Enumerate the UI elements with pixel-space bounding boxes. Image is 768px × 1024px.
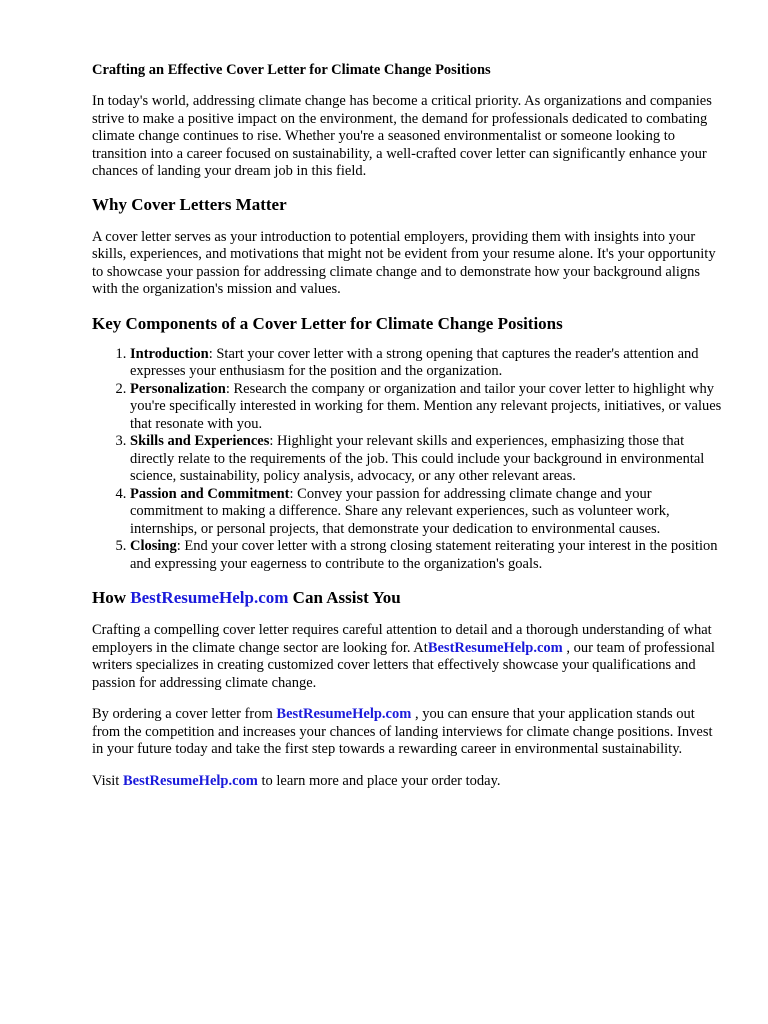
list-item-term: Introduction: [130, 345, 209, 362]
heading-site-link[interactable]: BestResumeHelp.com: [130, 588, 289, 607]
why-heading: Why Cover Letters Matter: [92, 194, 287, 214]
paragraph-2-site-link[interactable]: BestResumeHelp.com: [276, 706, 412, 722]
how-heading-pre: How: [92, 588, 131, 607]
visit-paragraph: [92, 773, 722, 791]
components-heading: Key Components of a Cover Letter for Climate Change Positions: [92, 313, 563, 333]
how-p1-pre: Crafting a compelling cover letter requires careful attention to detail and a thorough understanding of what employers in the climate change sector are looking for. At: [92, 622, 712, 656]
how-p2-post: , you can ensure that your application stands out from the competition and increases your chances of landing interviews for climate change positions. Invest in your future today and take the first step towards a rewarding career in environmental sustainability.: [92, 706, 713, 757]
list-item: [130, 433, 722, 486]
list-item-text: : Highlight your relevant skills and experiences, emphasizing those that directly relate to the requirements of the job. This could include your background in environmental science, sustainability, policy analysis, advocacy, or any other relevant areas.: [130, 433, 705, 484]
list-item-text: : End your cover letter with a strong closing statement reiterating your interest in the position and expressing your eagerness to contribute to the organization's goals.: [130, 538, 718, 572]
list-item-term: Skills and Experiences: [130, 433, 270, 449]
list-item-text: : Research the company or organization and tailor your cover letter to highlight why you're specifically interested in working for them. Mention any relevant projects, initiatives, or values that resonate with you.: [130, 380, 722, 432]
list-item: [130, 346, 722, 381]
list-item-text: : Start your cover letter with a strong opening that captures the reader's attention and expresses your enthusiasm for the position and the organization.: [130, 345, 699, 379]
list-item-term: Personalization: [130, 380, 226, 397]
how-heading: [92, 587, 722, 609]
list-item-term: Passion and Commitment: [130, 485, 290, 502]
components-list: [92, 346, 722, 574]
list-item-term: Closing: [130, 538, 177, 554]
why-paragraph: A cover letter serves as your introduction to potential employers, providing them with insights into your skills, experiences, and motivations that might not be evident from your resume alone. It's your opportunity to showcase your passion for addressing climate change and to demonstrate how your background aligns with the organization's mission and values.: [92, 228, 716, 297]
visit-site-link[interactable]: BestResumeHelp.com: [122, 772, 258, 789]
visit-post: to learn more and place your order today.: [257, 772, 501, 789]
paragraph-1-site-link[interactable]: BestResumeHelp.com: [427, 639, 563, 656]
list-item: [130, 486, 722, 539]
list-item: [130, 381, 722, 434]
how-p2-pre: By ordering a cover letter from: [92, 706, 277, 722]
list-item: [130, 538, 722, 573]
list-item-text: : Convey your passion for addressing climate change and your commitment to making a difference. Share any relevant experiences, such as volunteer work, internships, or personal projects, that demonstrate your dedication to environmental causes.: [130, 485, 670, 537]
document-title: Crafting an Effective Cover Letter for Climate Change Positions: [92, 62, 491, 78]
how-heading-post: Can Assist You: [288, 588, 401, 607]
visit-pre: Visit: [92, 772, 123, 789]
how-paragraph-1: [92, 622, 722, 692]
how-p1-post: , our team of professional writers specializes in creating customized cover letters that effectively showcase your qualifications and passion for addressing climate change.: [92, 639, 715, 691]
how-paragraph-2: [92, 706, 722, 759]
intro-paragraph: In today's world, addressing climate change has become a critical priority. As organizations and companies strive to make a positive impact on the environment, the demand for professionals dedicated to combating climate change continues to rise. Whether you're a seasoned environmentalist or someone looking to transition into a career focused on sustainability, a well-crafted cover letter can significantly enhance your chances of landing your dream job in this field.: [92, 93, 712, 179]
